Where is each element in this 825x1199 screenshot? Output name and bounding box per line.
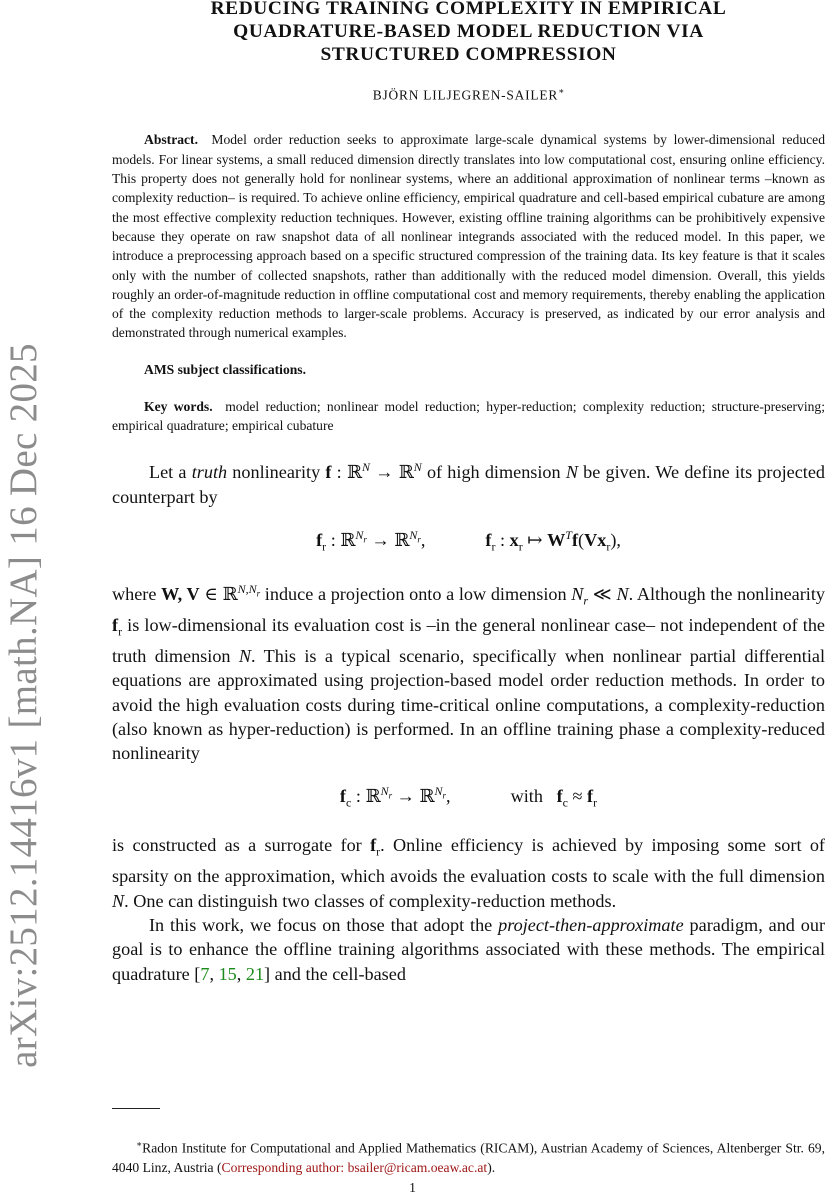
paragraph-4 — [112, 913, 825, 986]
text-run: . Although the nonlinearity — [628, 584, 825, 605]
arxiv-identifier-stamp — [0, 255, 46, 1155]
math-run: : — [495, 530, 510, 551]
citation-link[interactable]: 7 — [200, 963, 210, 984]
math-run: ( — [578, 530, 585, 551]
math-sub: r — [388, 790, 393, 801]
math-sup: N — [380, 784, 389, 799]
math-W: W — [547, 530, 566, 551]
math-f: f — [556, 786, 563, 807]
math-f: f — [112, 614, 119, 635]
page-number: 1 — [409, 1180, 416, 1195]
text-run: nonlinearity — [227, 462, 326, 483]
text-run: . This is a typical scenario, specifically when nonlinear partial differential equations are approximated using projection-based model order reduction methods. In order to avoid the high evaluation costs during time-critical online computations, a complexity-reduction (also known as hyper-reduction) is performed. In an offline training phase a complexity-reduced nonlinearity — [112, 645, 825, 764]
math-f: f — [370, 835, 377, 856]
text-run: of high dimension — [421, 462, 566, 483]
emph-project-then-approximate: project-then-approximate — [498, 914, 684, 935]
math-run: ∈ ℝ — [199, 584, 238, 605]
page-content — [112, 0, 825, 986]
math-sup: N — [413, 460, 422, 475]
math-run: → ℝ — [366, 530, 410, 551]
paragraph-2 — [112, 577, 825, 765]
math-sub: r — [593, 796, 598, 811]
text-run: is constructed as a surrogate for — [112, 835, 371, 856]
math-run: : ℝ — [351, 786, 381, 807]
paper-title — [112, 0, 825, 66]
text-run: Let a — [149, 462, 192, 483]
text-run: , — [209, 963, 219, 984]
text-run: In this work, we focus on those that adopt the — [149, 914, 499, 935]
math-run: : ℝ — [331, 462, 363, 483]
math-x: x — [509, 530, 519, 551]
body-text — [112, 455, 825, 986]
math-f: f — [571, 530, 579, 551]
author-name: BJÖRN LILJEGREN-SAILER — [372, 87, 559, 103]
title-line: REDUCING TRAINING COMPLEXITY IN EMPIRICAL — [210, 0, 727, 19]
math-run: ↦ — [522, 530, 548, 551]
math-sub: r — [322, 539, 327, 554]
math-f: f — [587, 786, 594, 807]
text-run: paradigm, and our goal is to enhance the offline training algorithms associated with these methods. The empirical quadrature [ — [112, 914, 825, 984]
math-f: f — [339, 786, 346, 807]
text-run: is low-dimensional its evaluation cost is –in the general nonlinear case– not independent of the truth dimension — [112, 614, 825, 666]
footnote-mark: ∗ — [136, 1139, 143, 1149]
text-run: ] and the cell-based — [264, 963, 406, 984]
math-run: , — [420, 530, 426, 551]
corresponding-author-link[interactable]: Corresponding author: — [221, 1159, 345, 1175]
title-line: QUADRATURE-BASED MODEL REDUCTION VIA — [233, 21, 704, 42]
text-run: . Online efficiency is achieved by imposing some sort of sparsity on the approximation, which avoids the evaluation costs to scale with the full dimension — [112, 835, 825, 887]
math-N: N — [112, 890, 125, 911]
text-run: ). — [487, 1159, 496, 1175]
math-sub: r — [518, 539, 523, 554]
abstract-label: Abstract. — [144, 132, 198, 148]
math-sub: r — [606, 539, 611, 554]
math-sub: c — [562, 796, 568, 811]
text-run: . One can distinguish two classes of complexity-reduction methods. — [124, 890, 617, 911]
math-N: N — [616, 584, 629, 605]
math-sub: r — [442, 790, 447, 801]
math-sup: N,N — [237, 581, 257, 596]
math-f: f — [325, 462, 332, 483]
math-f: f — [485, 530, 492, 551]
math-sub: r — [376, 845, 381, 860]
title-line: STRUCTURED COMPRESSION — [320, 44, 617, 65]
math-run: , — [446, 786, 451, 807]
math-text-with: with — [510, 786, 543, 807]
math-sup: N — [362, 460, 371, 475]
keywords-label: Key words. — [144, 398, 213, 414]
text-run: be given. We define its projected counterpart by — [112, 462, 825, 507]
equation-projected-nonlinearity — [112, 523, 825, 559]
author-footnote-mark[interactable]: ∗ — [558, 86, 565, 96]
math-run: : ℝ — [326, 530, 356, 551]
math-N: N — [238, 645, 252, 666]
footnote — [112, 1135, 825, 1177]
math-WV: W, V — [161, 584, 200, 605]
math-run: ≪ — [588, 584, 617, 605]
email-link[interactable]: bsailer@ricam.oeaw.ac.at — [347, 1159, 488, 1175]
paragraph-3 — [112, 833, 825, 913]
math-sup: T — [565, 527, 572, 542]
citation-link[interactable]: 21 — [245, 963, 265, 984]
math-sub: c — [345, 796, 352, 811]
footnote-divider — [112, 1108, 160, 1109]
text-run: , — [236, 963, 246, 984]
math-sub: r — [491, 539, 496, 554]
keywords — [112, 397, 825, 436]
math-sup: N — [434, 784, 443, 799]
paragraph-1 — [112, 455, 825, 509]
ams-classifications-label: AMS subject classifications. — [144, 361, 306, 377]
math-sub: r — [256, 588, 261, 599]
math-run: ), — [610, 530, 621, 551]
citation-link[interactable]: 15 — [218, 963, 237, 984]
footnote-text: Radon Institute for Computational and Applied Mathematics (RICAM), Austrian Academy of Sciences, Altenberger Str. 69, 4040 Linz, Austria ( — [112, 1140, 825, 1175]
math-f: f — [316, 530, 323, 551]
keywords-text: model reduction; nonlinear model reduction; hyper-reduction; complexity reduction; structure-preserving; empirical quadrature; empirical cubature — [112, 398, 825, 434]
text-run: induce a projection onto a low dimension — [260, 584, 572, 605]
math-sup: N — [409, 527, 418, 542]
author-line — [112, 86, 825, 103]
math-V: V — [584, 530, 598, 551]
equation-complexity-reduced-nonlinearity — [112, 779, 825, 815]
math-run: → ℝ — [392, 786, 435, 807]
math-x: x — [597, 530, 607, 551]
math-sup: N — [355, 527, 364, 542]
text-run: where — [112, 584, 162, 605]
math-run: ≈ — [567, 786, 588, 807]
math-run: → ℝ — [370, 462, 414, 483]
abstract-text: Model order reduction seeks to approximate large-scale dynamical systems by lower-dimensional reduced models. For linear systems, a small reduced dimension directly translates into low computational cost, ensuring online efficiency. This property does not generally hold for nonlinear systems, where an additional approximation of nonlinear terms –known as complexity reduction– is required. To achieve online efficiency, empirical quadrature and cell-based empirical cubature are among the most effective complexity reduction techniques. However, existing offline training algorithms can be prohibitively expensive because they operate on raw snapshot data of all nonlinear integrands associated with the reduced model. In this paper, we introduce a preprocessing approach based on a specific structured compression of the training data. Its key feature is that it scales only with the number of collected snapshots, rather than additionally with the reduced model dimension. Overall, this yields roughly an order-of-magnitude reduction in offline computational cost and memory requirements, thereby enabling the application of the complexity reduction methods to larger-scale problems. Accuracy is preserved, as indicated by our error analysis and demonstrated through numerical examples. — [112, 132, 825, 341]
abstract — [112, 130, 825, 342]
math-sub: r — [363, 534, 367, 545]
math-N: N — [571, 584, 584, 605]
emph-truth: truth — [191, 462, 228, 483]
math-N: N — [565, 462, 578, 483]
math-sub: r — [118, 624, 123, 639]
math-sub: r — [583, 593, 589, 608]
arxiv-stamp-text: arXiv:2512.14416v1 [math.NA] 16 Dec 2025 — [1, 342, 45, 1068]
math-sub: r — [417, 534, 421, 545]
